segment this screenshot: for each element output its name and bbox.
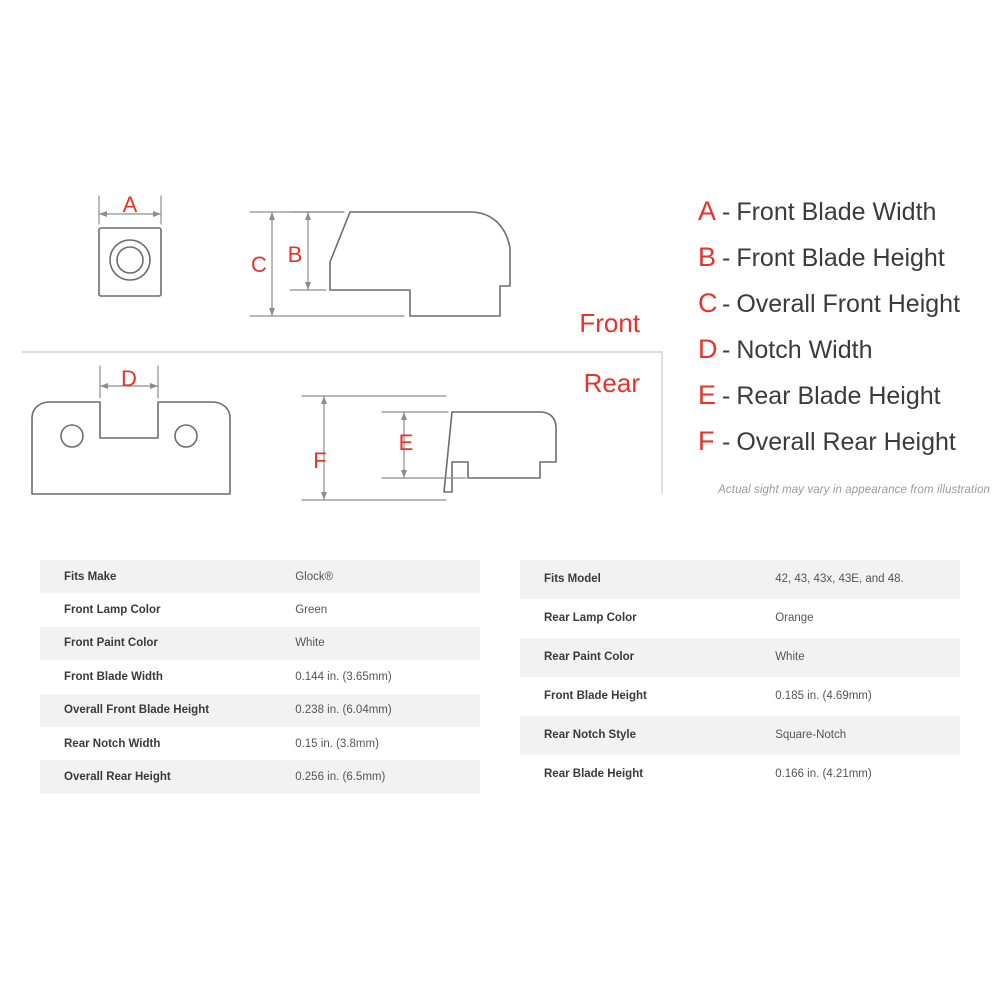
callout-b: B — [287, 242, 303, 267]
front-sight-front-view — [99, 228, 161, 296]
spec-value: 42, 43, 43x, 43E, and 48. — [775, 573, 904, 586]
legend-letter-f: F — [698, 426, 715, 456]
legend-text-e: Rear Blade Height — [736, 382, 941, 410]
table-row — [40, 760, 480, 793]
spec-value: Orange — [775, 612, 814, 625]
rear-sight-rear-view — [32, 402, 230, 494]
spec-value: Glock® — [295, 570, 334, 583]
view-label-rear: Rear — [583, 368, 640, 398]
legend-item-a — [698, 196, 998, 242]
table-row — [40, 627, 480, 660]
spec-value: 0.185 in. (4.69mm) — [775, 690, 872, 703]
legend-item-d — [698, 334, 998, 380]
table-row — [520, 677, 960, 716]
spec-table-right — [520, 560, 960, 794]
spec-value: 0.166 in. (4.21mm) — [775, 768, 872, 781]
spec-value: White — [295, 637, 325, 650]
legend-letter-b: B — [698, 242, 717, 272]
spec-label: Rear Notch Style — [544, 729, 637, 742]
spec-value: 0.15 in. (3.8mm) — [295, 737, 379, 750]
spec-value: White — [775, 651, 805, 664]
legend-text-c: Overall Front Height — [736, 290, 961, 318]
view-label-front: Front — [579, 308, 640, 338]
legend-item-c — [698, 288, 998, 334]
legend-dash-b: - — [722, 244, 731, 272]
legend-text-f: Overall Rear Height — [736, 428, 956, 456]
table-row — [520, 638, 960, 677]
spec-value: 0.144 in. (3.65mm) — [295, 670, 392, 683]
spec-label: Fits Make — [64, 570, 117, 583]
callout-d: D — [121, 366, 137, 391]
table-row — [40, 727, 480, 760]
spec-label: Fits Model — [544, 573, 601, 586]
callout-c: C — [251, 252, 267, 277]
table-row — [40, 694, 480, 727]
legend-letter-e: E — [698, 380, 717, 410]
spec-label: Overall Front Blade Height — [64, 704, 210, 717]
legend-item-e — [698, 380, 998, 426]
spec-value: Square-Notch — [775, 729, 847, 742]
legend-item-b — [698, 242, 998, 288]
legend-letter-a: A — [698, 196, 717, 226]
table-row — [40, 560, 480, 593]
callout-f: F — [313, 448, 327, 473]
dimension-c — [250, 212, 404, 316]
spec-label: Rear Lamp Color — [544, 612, 637, 625]
spec-label: Front Lamp Color — [64, 604, 161, 617]
legend-dash-e: - — [722, 382, 731, 410]
legend-dash-d: - — [722, 336, 731, 364]
table-row — [520, 599, 960, 638]
disclaimer-note: Actual sight may vary in appearance from illustration — [718, 484, 990, 496]
dimension-e — [382, 412, 466, 478]
spec-value: 0.256 in. (6.5mm) — [295, 771, 386, 784]
table-row — [520, 716, 960, 755]
legend-item-f — [698, 426, 998, 472]
spec-label: Rear Paint Color — [544, 651, 635, 664]
table-row — [40, 593, 480, 626]
spec-label: Front Paint Color — [64, 637, 158, 650]
spec-value: Green — [295, 604, 328, 617]
legend-dash-c: - — [722, 290, 731, 318]
callout-e: E — [398, 430, 414, 455]
legend-dash-f: - — [722, 428, 731, 456]
spec-label: Rear Notch Width — [64, 737, 161, 750]
legend-dash-a: - — [722, 198, 731, 226]
table-row — [520, 755, 960, 794]
spec-label: Front Blade Width — [64, 670, 163, 683]
rear-sight-side-profile — [444, 412, 556, 492]
spec-value: 0.238 in. (6.04mm) — [295, 704, 392, 717]
spec-table-left — [40, 560, 480, 794]
spec-label: Rear Blade Height — [544, 768, 644, 781]
legend-text-b: Front Blade Height — [736, 244, 945, 272]
legend — [698, 196, 998, 472]
spec-label: Overall Rear Height — [64, 771, 171, 784]
spec-label: Front Blade Height — [544, 690, 647, 703]
spec-tables — [0, 560, 1000, 794]
legend-letter-c: C — [698, 288, 718, 318]
table-row — [40, 660, 480, 693]
table-row — [520, 560, 960, 599]
front-sight-side-profile — [330, 212, 510, 316]
callout-a: A — [122, 192, 138, 217]
legend-letter-d: D — [698, 334, 718, 364]
legend-text-a: Front Blade Width — [736, 198, 937, 226]
legend-text-d: Notch Width — [736, 336, 873, 364]
